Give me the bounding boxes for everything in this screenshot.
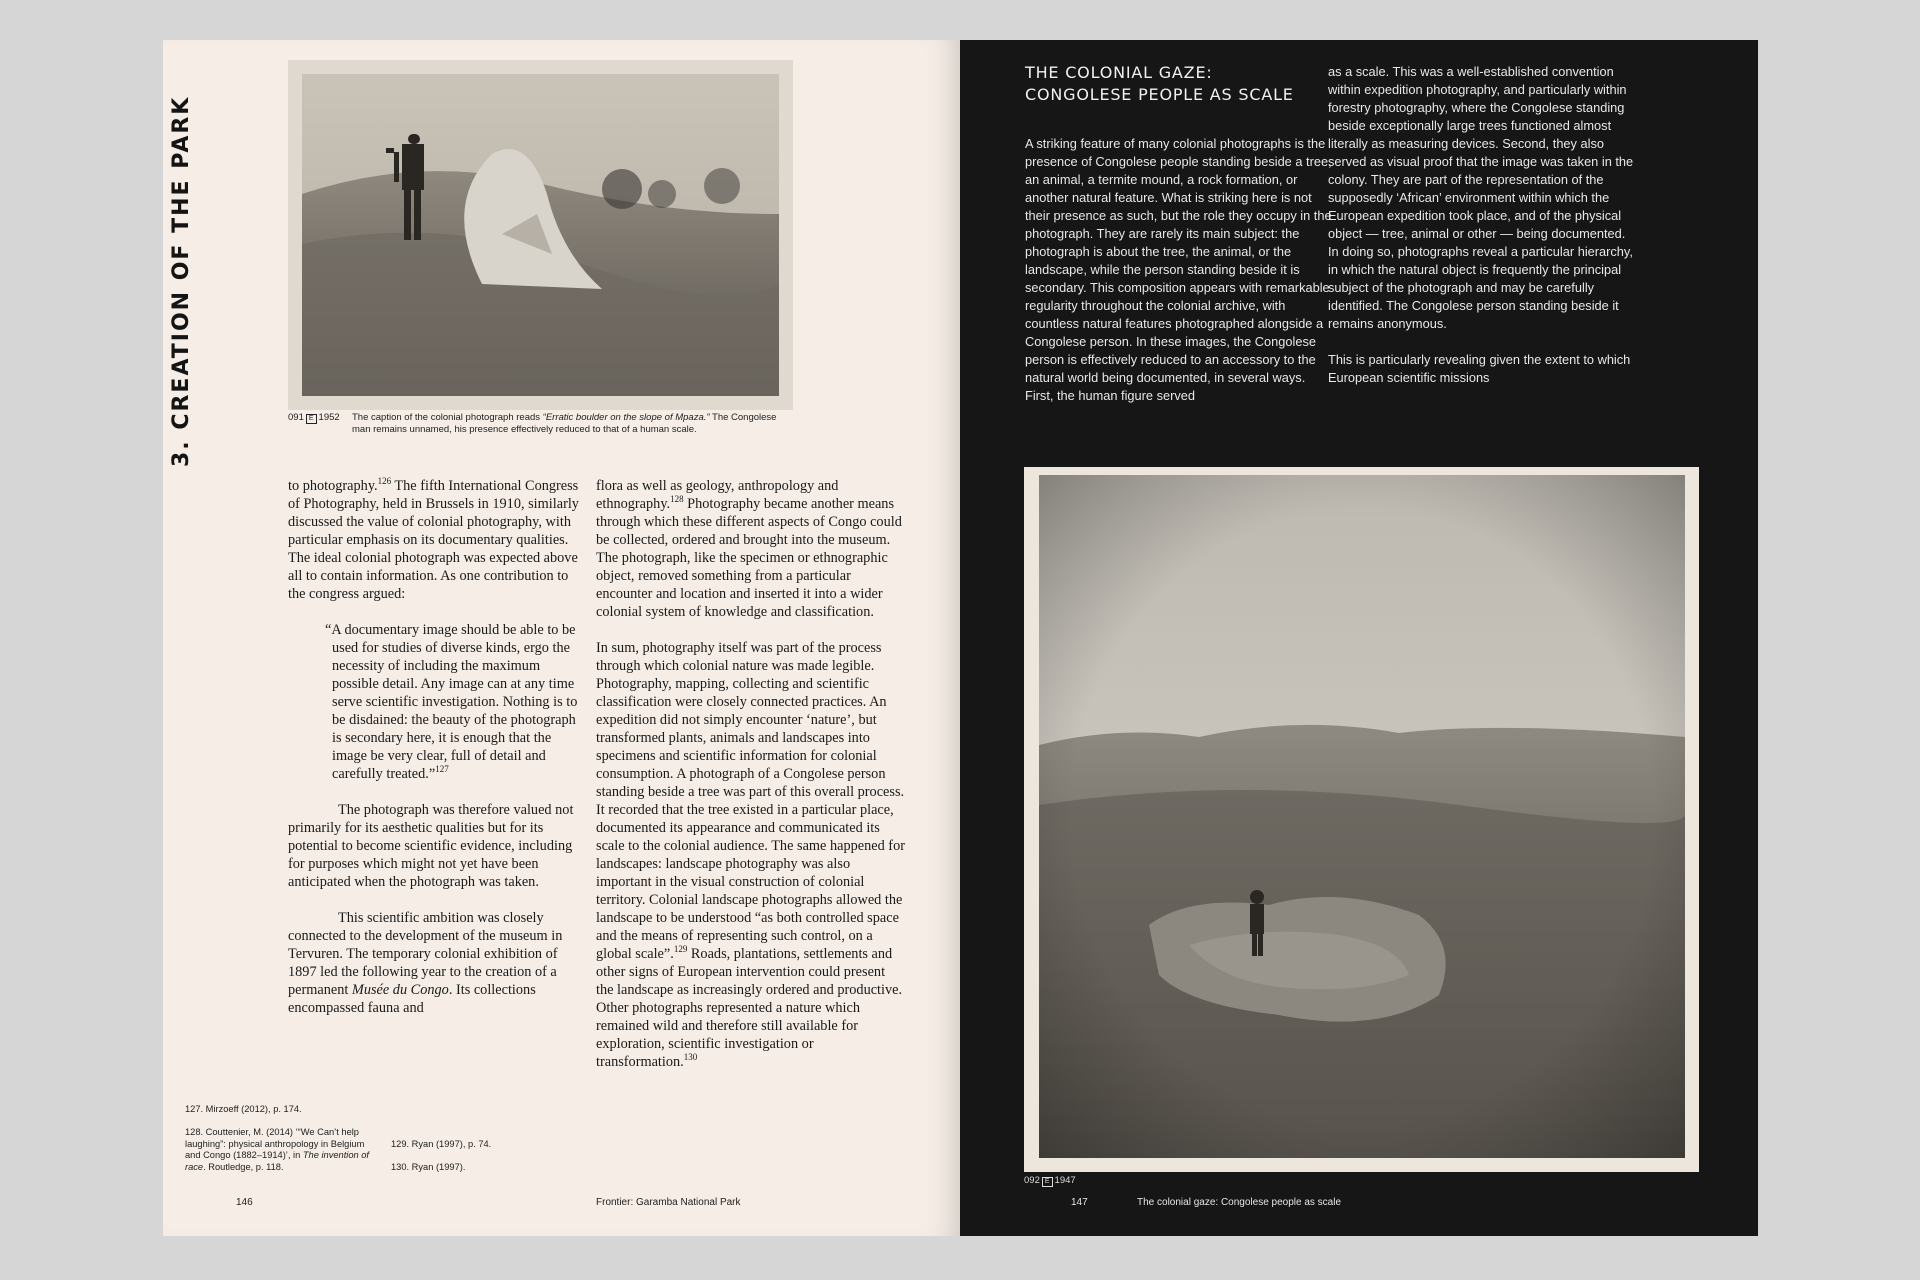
footnote-129: 129. Ryan (1997), p. 74. <box>391 1139 492 1149</box>
text: to photography. <box>288 478 378 494</box>
paragraph: The photograph was therefore valued not primarily for its aesthetic qualities but for its potential to become scientific evidence, including for purposes which might not yet have been anticipated when the photograph was taken. <box>288 802 574 890</box>
body-column-2 <box>596 477 906 1071</box>
text: . Routledge, p. 118. <box>203 1161 284 1172</box>
book-spread <box>163 40 1758 1236</box>
caption-number: 092 <box>1024 1175 1040 1186</box>
section-title: 3. CREATION OF THE PARK <box>169 95 194 467</box>
page-number: 147 <box>1071 1197 1088 1208</box>
right-page <box>960 40 1758 1236</box>
paragraph: as a scale. This was a well-established convention within expedition photography, and particularly within forestry photography, where the Congolese standing beside exceptionally large trees functioned almost literally as measuring devices. Second, they also served as visual proof that the image was taken in the colony. They are part of the representation of the supposedly ‘African’ environment within which the European expedition took place, and of the physical object — tree, animal or other — being documented. In doing so, photographs reveal a particular hierarchy, in which the natural object is frequently the principal subject of the photograph and may be carefully identified. The Congolese person standing beside it remains anonymous. <box>1328 64 1634 331</box>
text: . Its collections encompassed fauna and <box>288 982 536 1016</box>
caption-text-before: The caption of the colonial photograph reads <box>352 412 543 423</box>
caption-marker: E <box>306 414 317 424</box>
photo-caption-091 <box>288 412 828 436</box>
heading-line-1: THE COLONIAL GAZE: <box>1025 63 1213 82</box>
paragraph <box>596 477 906 621</box>
text: The fifth International Congress of Photography, held in Brussels in 1910, similarly discussed the value of colonial photography, with particular emphasis on its documentary qualities. The ideal colonial photograph was expected above all to contain information. As one contribution to the congress argued: <box>288 478 579 602</box>
footnote-ref: 130 <box>683 1052 698 1063</box>
photo-pond <box>1024 467 1699 1172</box>
footnote-ref: 128 <box>670 494 684 505</box>
caption-text-italic: “Erratic boulder on the slope of Mpaza.” <box>542 412 710 423</box>
running-head: Frontier: Garamba National Park <box>596 1197 741 1208</box>
section-heading <box>1025 62 1325 106</box>
photo-boulder <box>288 60 793 410</box>
body-column-1 <box>288 477 588 1017</box>
pond-scene <box>1039 475 1685 1158</box>
text: This scientific ambition was closely connected to the development of the museum in Tervuren. The temporary colonial exhibition of 1897 led the following year to the creation of a permanent <box>288 910 563 998</box>
photo-pond-image <box>1039 475 1685 1158</box>
footnote-ref: 127 <box>435 764 449 775</box>
photo-boulder-image <box>302 74 779 396</box>
block-quote <box>288 621 588 783</box>
left-page <box>163 40 960 1236</box>
text: flora as well as geology, anthropology and ethnography. <box>596 478 839 512</box>
text: Roads, plantations, settlements and other signs of European intervention could present the landscape as increasingly ordered and productive. Other photographs represented a nature which remained wild and therefore still available for exploration, scientific investigation or transformation. <box>596 946 903 1070</box>
footnote-ref: 126 <box>377 476 392 487</box>
running-head: The colonial gaze: Congolese people as scale <box>1137 1197 1342 1208</box>
text: 128. Couttenier, M. (2014) ‘“We Can’t help laughing”: physical anthropology in Belgium and Congo (1882–1914)’, in <box>185 1127 365 1160</box>
caption-id <box>288 412 352 424</box>
text-italic: Musée du Congo <box>351 982 449 998</box>
caption-text-after: The Congolese man remains unnamed, his presence effectively reduced to that of a human scale. <box>352 412 777 435</box>
body-column-1 <box>1025 135 1335 405</box>
footnote-ref: 129 <box>673 944 688 955</box>
body-column-2 <box>1328 63 1638 387</box>
caption-number: 091 <box>288 412 304 423</box>
paragraph <box>596 639 906 1071</box>
caption-year: 1952 <box>318 412 340 423</box>
text: Photography became another means through which these different aspects of Congo could be collected, ordered and brought into the museum. The photograph, like the specimen or ethnographic object, removed something from a particular encounter and location and inserted it into a wider colonial system of knowledge and classification. <box>596 496 902 620</box>
heading-line-2: CONGOLESE PEOPLE AS SCALE <box>1025 85 1294 104</box>
page-number: 146 <box>236 1197 253 1208</box>
footnote-130: 130. Ryan (1997). <box>391 1162 466 1172</box>
paragraph: This is particularly revealing given the extent to which European scientific missions <box>1328 352 1631 385</box>
paragraph <box>288 909 588 1017</box>
boulder-scene <box>302 74 779 396</box>
paragraph: A striking feature of many colonial photographs is the presence of Congolese people standing beside a tree, an animal, a termite mound, a rock formation, or another natural feature. What is striking here is not their presence as such, but the role they occupy in the photograph. They are rarely its main subject: the photograph is about the tree, the animal, or the landscape, while the person standing beside it is secondary. This composition appears with remarkable regularity throughout the colonial archive, with countless natural features photographed alongside a Congolese person. In these images, the Congolese person is effectively reduced to an accessory to the natural world being documented, in several ways. First, the human figure served <box>1025 136 1332 403</box>
photo-caption-092 <box>1024 1175 1076 1187</box>
text: In sum, photography itself was part of the process through which colonial nature was made legible. Photography, mapping, collecting and scientific classification were closely connected practices. An expedition did not simply encounter ‘nature’, but transformed plants, animals and landscapes into specimens and scientific information for colonial consumption. A photograph of a Congolese person standing beside a tree was part of this overall process. It recorded that the tree existed in a particular place, documented its appearance and communicated its scale to the colonial audience. The same happened for landscapes: landscape photography was also important in the visual construction of colonial territory. Colonial landscape photographs allowed the landscape to be understood “as both controlled space and the means of representing such control, on a global scale”. <box>596 640 905 962</box>
caption-text <box>352 412 792 436</box>
quote-text: “A documentary image should be able to be used for studies of diverse kinds, ergo the necessity of including the maximum possible detail. Any image can at any time serve scientific investigation. Nothing is to be disdained: the beauty of the photograph is secondary here, it is enough that the image be very clear, full of detail and carefully treated.” <box>325 622 578 782</box>
caption-marker: E <box>1042 1177 1053 1187</box>
footnote-127: 127. Mirzoeff (2012), p. 174. <box>185 1104 302 1114</box>
text-italic: The invention of race <box>185 1150 370 1172</box>
footnote-128 <box>185 1127 375 1173</box>
paragraph <box>288 477 588 603</box>
caption-year: 1947 <box>1054 1175 1076 1186</box>
